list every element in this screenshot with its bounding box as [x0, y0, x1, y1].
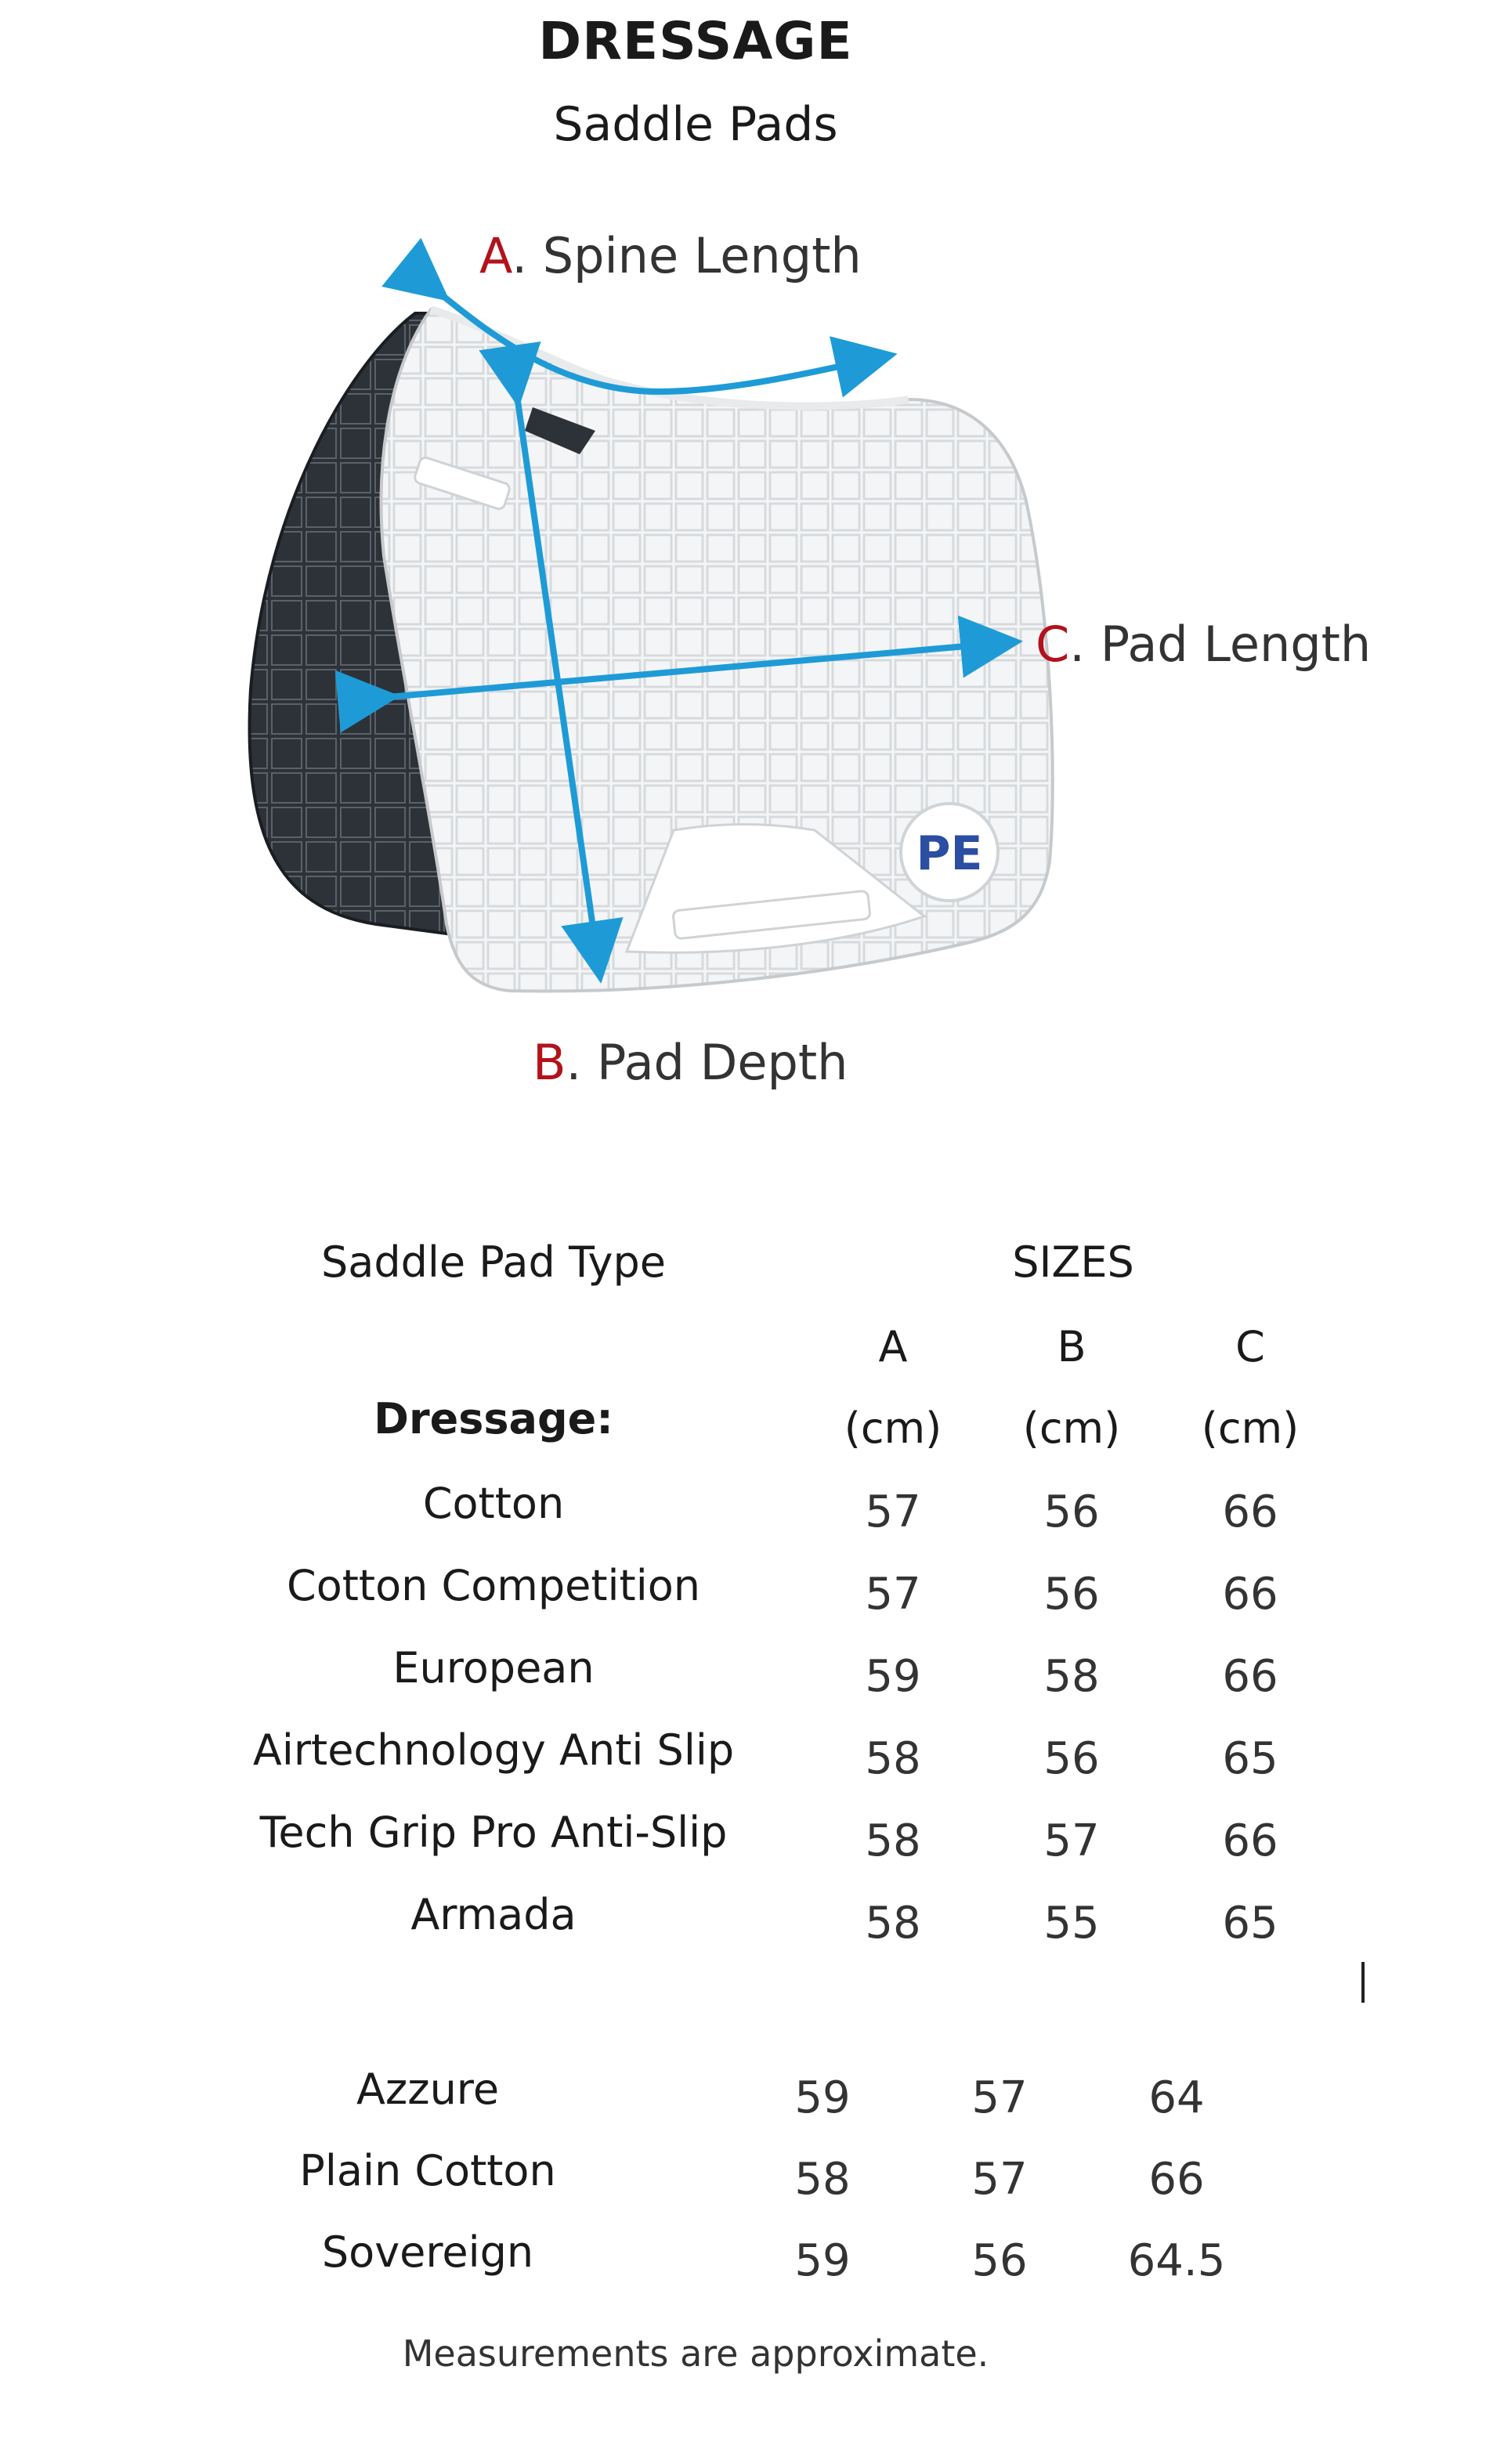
page-subtitle: Saddle Pads	[553, 97, 838, 152]
label-letter-c: C	[1036, 616, 1070, 673]
table-cell: 56	[971, 2235, 1028, 2286]
table-row-name: Cotton	[422, 1479, 565, 1528]
label-spine-length	[479, 227, 862, 284]
column-unit-b: (cm)	[1022, 1404, 1121, 1453]
table-cell: 56	[1043, 1569, 1100, 1620]
table-header-sizes: SIZES	[1012, 1237, 1134, 1287]
table-row-name: Cotton Competition	[287, 1561, 700, 1610]
table-cell: 57	[1043, 1815, 1100, 1866]
table-cell: 58	[1043, 1651, 1100, 1702]
table-cell: 58	[865, 1815, 921, 1866]
label-pad-depth	[533, 1034, 848, 1091]
table-row-name: Plain Cotton	[299, 2146, 556, 2195]
table-cell: 59	[865, 1651, 921, 1702]
table-cell: 66	[1222, 1651, 1278, 1702]
table-row-name: Sovereign	[321, 2227, 534, 2277]
table-cell: 64.5	[1127, 2235, 1226, 2286]
table-cell: 57	[865, 1487, 921, 1537]
table-cell: 66	[1222, 1569, 1278, 1620]
table-cell: 57	[971, 2154, 1028, 2205]
label-text-a: . Spine Length	[512, 227, 862, 284]
text-cursor	[1361, 1962, 1365, 2003]
table-row-name: Azzure	[356, 2065, 500, 2114]
column-letter-b: B	[1057, 1322, 1086, 1371]
table-cell: 56	[1043, 1487, 1100, 1537]
table-cell: 65	[1222, 1733, 1278, 1784]
table-cell: 58	[865, 1733, 921, 1784]
table-cell: 64	[1148, 2072, 1205, 2123]
group-label: Dressage:	[374, 1394, 613, 1443]
column-letter-a: A	[878, 1322, 908, 1371]
table-row-name: Armada	[410, 1890, 577, 1939]
table-row-name: Tech Grip Pro Anti-Slip	[259, 1808, 728, 1857]
table-cell: 66	[1222, 1487, 1278, 1537]
label-pad-length	[1036, 616, 1371, 673]
table-cell: 58	[865, 1898, 921, 1949]
table-cell: 58	[794, 2154, 851, 2205]
label-text-b: . Pad Depth	[566, 1034, 848, 1091]
column-letter-c: C	[1235, 1322, 1265, 1371]
table-cell: 55	[1043, 1898, 1100, 1949]
table-cell: 56	[1043, 1733, 1100, 1784]
table-cell: 65	[1222, 1898, 1278, 1949]
table-cell: 59	[794, 2072, 851, 2123]
column-unit-a: (cm)	[844, 1404, 942, 1453]
page-title: DRESSAGE	[538, 11, 853, 71]
measurements-note: Measurements are approximate.	[402, 2332, 989, 2375]
table-cell: 59	[794, 2235, 851, 2286]
brand-badge-text: PE	[916, 826, 983, 881]
label-letter-b: B	[533, 1034, 566, 1091]
table-row-name: Airtechnology Anti Slip	[252, 1725, 735, 1775]
table-cell: 57	[971, 2072, 1028, 2123]
table-cell: 57	[865, 1569, 921, 1620]
label-text-c: . Pad Length	[1069, 616, 1372, 673]
table-header-type: Saddle Pad Type	[320, 1237, 666, 1287]
table-cell: 66	[1148, 2154, 1205, 2205]
table-cell: 66	[1222, 1815, 1278, 1866]
table-row-name: European	[392, 1643, 595, 1693]
label-letter-a: A	[479, 227, 512, 284]
column-unit-c: (cm)	[1201, 1404, 1300, 1453]
